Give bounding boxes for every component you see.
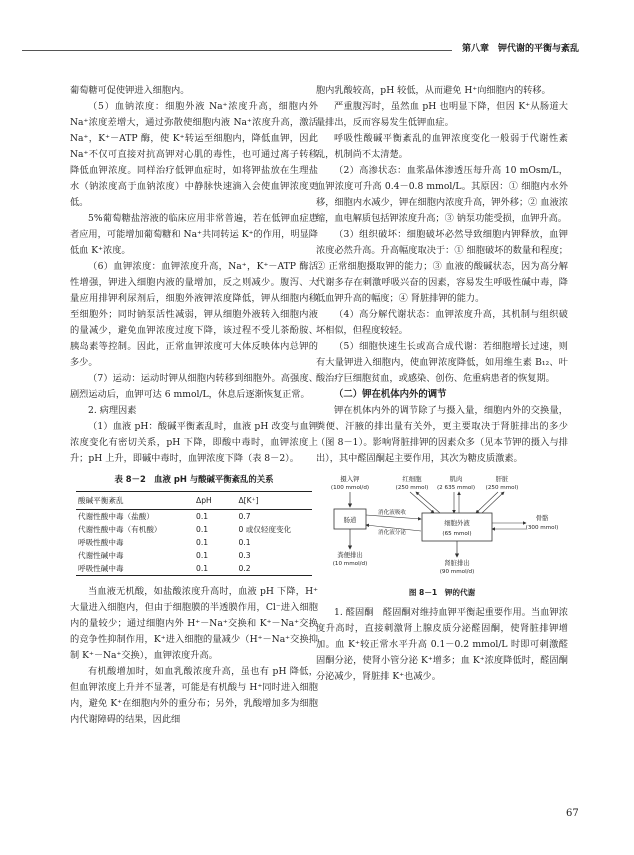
potassium-metabolism-figure (316, 473, 568, 603)
liver-label: 肝脏 (495, 475, 509, 483)
bone-amount: (300 mmol) (525, 525, 559, 531)
feces-amount: (10 mmol/d) (332, 561, 368, 567)
paragraph: （5）血钠浓度：细胞外液 Na⁺浓度升高，细胞内外 Na⁺浓度差增大，通过弥散使细胞内液 Na⁺浓度升高，激活 Na⁺，K⁺－ATP 酶，使 K⁺转运至细胞内，降低血钾，因此 Na⁺不仅可直接对抗高钾对心肌的毒性，也可通过离子转移降低血钾浓度。同样治疗低钾血症时，如将钾盐放在生理盐水（钠浓度高于血钠浓度）中静脉快速滴入会使血钾浓度更低。 (70, 101, 318, 208)
table-row (76, 536, 312, 549)
kidney-label: 肾脏排出 (444, 559, 470, 567)
table-cell: 呼吸性碱中毒 (76, 562, 194, 576)
table-cell: 0.1 (194, 562, 236, 576)
figure-caption: 图 8－1 钾的代谢 (408, 588, 476, 597)
table-header: ΔpH (194, 492, 236, 510)
table-row (76, 562, 312, 576)
table-row (76, 549, 312, 562)
paragraph: 1. 醛固酮 醛固酮对维持血钾平衡起重要作用。当血钾浓度升高时，直接刺激肾上腺皮质分泌醛固酮，使肾脏排钾增加。血 K⁺较正常水平升高 0.1－0.2 mmol/L 时即可刺激醛固酮分泌，使肾小管分泌 K⁺增多；血 K⁺浓度降低时，醛固酮分泌减少，肾脏排 K⁺也减少。 (316, 607, 568, 682)
absorb-label: 消化液吸收 (378, 510, 406, 516)
paragraph: （7）运动：运动时钾从细胞内转移到细胞外。高强度、剧烈运动后，血钾可达 6 mmol/L，休息后逐渐恢复正常。 (70, 373, 318, 400)
ecf-amount: (65 mmol) (442, 531, 472, 537)
paragraph: （3）组织破坏：细胞破坏必然导致细胞内钾释放，血钾浓度必然升高。升高幅度取决于：① 细胞破坏的数量和程度；② 正常细胞摄取钾的能力；③ 血液的酸碱状态，因为高分解代谢多存在刺激呼吸兴奋的因素，容易发生呼吸性碱中毒，降低血钾升高的幅度；④ 肾脏排钾的能力。 (316, 229, 568, 304)
header-rule (22, 50, 452, 51)
secrete-label: 消化液分泌 (378, 530, 406, 536)
paragraph: 钾在机体内外的调节除了与摄入量，细胞内外的交换量，粪便、汗腋的排出量有关外，更主要取决于肾脏排出的多少（图 8－1）。影响肾脏排钾的因素众多（见本节钾的摄入与排出），其中醛固酮起主要作用，其次为糖皮质激素。 (316, 405, 568, 464)
rbc-amount: (250 mmol) (395, 485, 429, 491)
left-column (70, 83, 318, 728)
metabolism-diagram (316, 473, 568, 603)
paragraph: 葡萄糖可促使钾进入细胞内。 (70, 85, 190, 96)
table-cell: 0.3 (238, 551, 251, 560)
muscle-label: 肌肉 (449, 475, 463, 483)
table-cell: 代谢性酸中毒（盐酸） (78, 512, 154, 521)
table-row (76, 523, 312, 536)
table-header: Δ[K⁺] (236, 492, 312, 510)
intake-label: 摄入钾 (340, 475, 360, 483)
section-heading: （二）钾在机体内外的调节 (334, 389, 447, 400)
paragraph: 严重腹泻时，虽然血 pH 也明显下降，但因 K⁺从肠道大量排出，反而容易发生低钾血症。 (316, 101, 568, 128)
table-cell: 0.1 (196, 551, 209, 560)
table-cell: 0.2 (236, 562, 312, 576)
gut-label: 肠道 (343, 516, 357, 524)
table-cell: 0.7 (238, 512, 251, 521)
table-cell: 代谢性酸中毒（有机酸） (78, 525, 162, 534)
table-cell: 0.1 (238, 538, 251, 547)
paragraph: （5）细胞快速生长或高合成代谢：若细胞增长过速，则有大量钾进入细胞内，使血钾浓度降低，如用维生素 B₁₂、叶酸治疗巨细胞贫血，或感染、创伤、危重病患者的恢复期。 (316, 341, 568, 384)
rbc-label: 红细胞 (402, 475, 422, 483)
bone-label: 骨骼 (535, 514, 549, 522)
paragraph: 5%葡萄糖盐溶液的临床应用非常普遍，若在低钾血症患者应用，可能增加葡萄糖和 Na⁺共同转运 K⁺的作用，明显降低血 K⁺浓度。 (70, 213, 318, 256)
table-cell: 0.1 (196, 525, 209, 534)
paragraph: （6）血钾浓度：血钾浓度升高，Na⁺，K⁺－ATP 酶活性增强，钾进入细胞内液的量增加，反之则减少。腹泻、大量应用排钾利尿剂后，细胞外液钾浓度降低，钾从细胞内移至细胞外；同时钠泵活性减弱，钾从细胞外液转入细胞内液的量减少，避免血钾浓度过度下降，该过程不受儿茶酚胺、胰岛素等控制。因此，正常血钾浓度可大体反映体内总钾的多少。 (70, 261, 318, 368)
paragraph: 胞内乳酸较高，pH 较低，从而避免 H⁺向细胞内的转移。 (316, 85, 551, 96)
table-caption: 表 8－2 血液 pH 与酸碱平衡紊乱的关系 (114, 474, 274, 484)
table-header-row (76, 492, 312, 510)
table-row (76, 510, 312, 524)
muscle-amount: (2 635 mmol) (436, 485, 476, 491)
paragraph: 呼吸性酸碱平衡紊乱的血钾浓度变化一般弱于代谢性紊乱，机制尚不太清楚。 (316, 133, 568, 160)
table-cell: 代谢性碱中毒 (78, 551, 124, 560)
subheading: 2. 病理因素 (88, 405, 137, 416)
paragraph: （1）血液 pH：酸碱平衡紊乱时，血液 pH 改变与血钾浓度变化有密切关系，pH 下降，即酸中毒时，血钾浓度上升；pH 上升，即碱中毒时，血钾浓度下降（表 8－2）。 (70, 421, 318, 464)
table-header: 酸碱平衡紊乱 (76, 492, 194, 510)
feces-label: 粪便排出 (337, 551, 363, 559)
paragraph: （2）高渗状态：血浆晶体渗透压每升高 10 mOsm/L，血钾浓度可升高 0.4－0.8 mmol/L。其原因：① 细胞内水外移，细胞内水减少，钾在细胞内浓度升高，钾外移；② 血液浓缩，血电解质包括钾浓度升高；③ 钠泵功能受损，血钾升高。 (316, 165, 568, 224)
chapter-title: 第八章 钾代谢的平衡与紊乱 (461, 44, 579, 54)
ph-table (76, 491, 312, 576)
table-cell: 0.1 (196, 512, 209, 521)
right-column (316, 83, 568, 685)
table-cell: 呼吸性酸中毒 (78, 538, 124, 547)
running-header (0, 41, 634, 57)
intake-amount: (100 mmol/d) (330, 485, 370, 491)
liver-amount: (250 mmol) (485, 485, 519, 491)
paragraph: （4）高分解代谢状态：血钾浓度升高，其机制与组织破坏相似，但程度较轻。 (316, 309, 568, 336)
ecf-label: 细胞外液 (444, 519, 470, 527)
paragraph: 有机酸增加时，如血乳酸浓度升高，虽也有 pH 降低，但血钾浓度上升并不显著，可能是有机酸与 H⁺同时进入细胞内，避免 K⁺在细胞内外的重分布；另外，乳酸增加多为细胞内代谢障碍的结果，因此细 (70, 666, 318, 725)
kidney-amount: (90 mmol/d) (439, 569, 475, 575)
page-number: 67 (566, 808, 579, 819)
paragraph: 当血液无机酸，如盐酸浓度升高时，血液 pH 下降，H⁺大量进入细胞内，但由于细胞膜的半透膜作用，Cl⁻进入细胞内的量较少；通过细胞内外 H⁺－Na⁺交换和 K⁺－Na⁺交换的竞争性抑制作用，K⁺进入细胞的量减少（H⁺－Na⁺交换抑制 K⁺－Na⁺交换），血钾浓度升高。 (70, 586, 318, 661)
table-cell: 0.1 (196, 538, 209, 547)
table-cell: 0 或仅轻度变化 (238, 525, 292, 534)
